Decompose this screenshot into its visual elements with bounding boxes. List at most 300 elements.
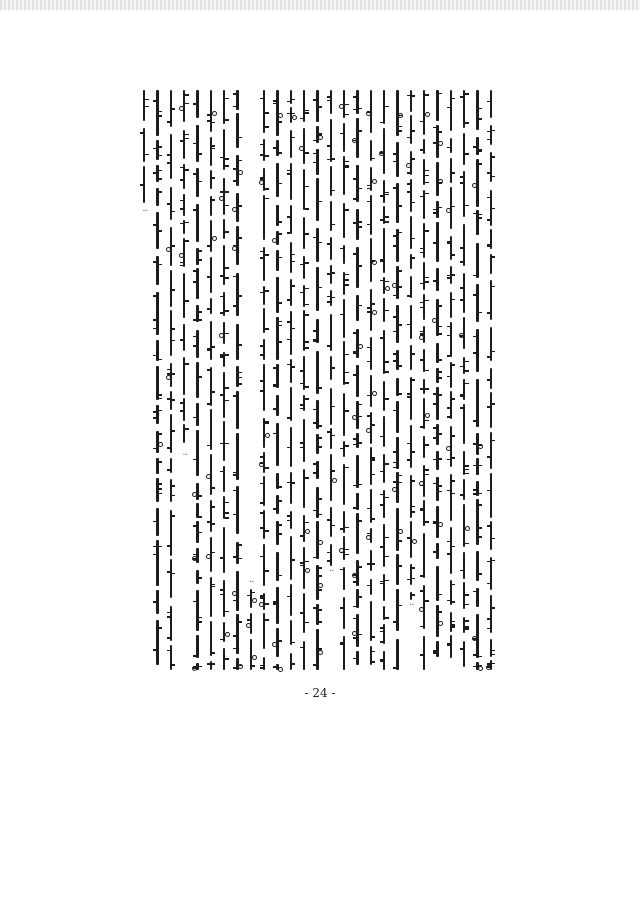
glyph-tick [438,207,442,209]
glyph-stroke [196,362,198,397]
glyph-tick [420,626,424,628]
glyph-tick [193,103,197,105]
glyph-tick [292,137,296,139]
glyph-tick [233,106,237,108]
glyph-tick [407,295,411,297]
glyph-tick [345,104,349,106]
glyph-tick [412,451,416,453]
glyph-tick [225,158,229,160]
glyph-stroke [223,219,225,238]
glyph-tick [313,422,317,424]
glyph-tick [433,393,437,395]
glyph-tick [385,310,389,312]
glyph-tick [473,336,477,338]
glyph-tick [447,459,451,461]
glyph-tick [452,172,456,174]
glyph-tick [220,312,224,314]
glyph-tick [353,222,357,224]
glyph-tick [172,430,176,432]
glyph-tick [473,420,477,422]
glyph-tick [425,193,429,195]
glyph-tick [265,155,269,157]
glyph-tick [287,321,291,323]
glyph-tick [425,230,429,232]
glyph-tick [233,556,237,558]
glyph-tick [412,257,416,259]
glyph-tick [425,182,429,184]
glyph-tick [260,98,264,100]
glyph-loop [225,632,230,637]
glyph-tick [425,300,429,302]
glyph-tick [425,94,429,96]
glyph-tick [225,165,229,167]
glyph-tick [420,331,424,333]
glyph-tick [225,310,229,312]
glyph-tick [332,525,336,527]
glyph-tick [372,303,376,305]
glyph-tick [492,176,496,178]
glyph-tick [372,459,376,461]
glyph-tick [345,372,349,374]
glyph-tick [447,326,451,328]
glyph-stroke [370,289,372,330]
glyph-tick [278,257,282,259]
glyph-tick [433,127,437,129]
glyph-tick [167,650,171,652]
glyph-loop [385,286,390,291]
glyph-stroke [383,228,385,274]
glyph-tick [407,191,411,193]
glyph-tick [167,121,171,123]
glyph-tick [313,557,317,559]
glyph-tick [167,162,171,164]
glyph-tick [180,179,184,181]
glyph-tick [345,274,349,276]
glyph-stroke [236,486,238,534]
glyph-tick [153,224,157,226]
glyph-tick [438,377,442,379]
glyph-tick [233,395,237,397]
glyph-tick [492,130,496,132]
glyph-tick [393,316,397,318]
glyph-tick [305,288,309,290]
glyph-tick [153,448,157,450]
glyph-tick [420,359,424,361]
glyph-tick [198,621,202,623]
glyph-tick [393,353,397,355]
glyph-tick [207,521,211,523]
glyph-tick [212,487,216,489]
text-column [220,90,229,670]
glyph-tick [492,286,496,288]
glyph-tick [318,287,322,289]
glyph-tick [345,554,349,556]
glyph-tick [220,557,224,559]
glyph-tick [198,153,202,155]
glyph-tick [225,400,229,402]
glyph-tick [278,121,282,123]
glyph-tick [180,208,184,210]
glyph-tick [265,290,269,292]
glyph-stroke [343,393,345,436]
glyph-tick [265,254,269,256]
glyph-tick [398,475,402,477]
glyph-tick [180,167,184,169]
glyph-tick [420,196,424,198]
glyph-loop [166,247,171,252]
glyph-tick [393,451,397,453]
glyph-tick [287,447,291,449]
glyph-tick [300,370,304,372]
glyph-stroke [476,458,478,474]
glyph-tick [433,521,437,523]
glyph-stroke [370,447,372,485]
glyph-tick [278,325,282,327]
glyph-tick [380,494,384,496]
glyph-tick [198,577,202,579]
glyph-tick [207,276,211,278]
glyph-tick [433,280,437,282]
glyph-tick [460,494,464,496]
glyph-stroke [476,551,478,581]
punctuation-mark: ᠃ [141,207,147,217]
glyph-tick [292,366,296,368]
glyph-tick [185,134,189,136]
glyph-tick [465,153,469,155]
glyph-tick [225,502,229,504]
glyph-tick [372,563,376,565]
glyph-tick [425,444,429,446]
glyph-tick [465,93,469,95]
glyph-tick [487,490,491,492]
glyph-tick [340,133,344,135]
glyph-tick [305,262,309,264]
glyph-stroke [196,483,198,500]
glyph-tick [260,512,264,514]
glyph-tick [473,443,477,445]
glyph-stroke [423,159,425,185]
glyph-tick [478,527,482,529]
glyph-tick [353,581,357,583]
glyph-tick [198,250,202,252]
punctuation-mark: ᠃ [407,601,414,612]
glyph-tick [198,311,202,313]
glyph-tick [353,507,357,509]
glyph-tick [198,495,202,497]
glyph-stroke [183,273,185,318]
glyph-stroke [210,170,212,190]
glyph-stroke [396,401,398,433]
glyph-stroke [356,433,358,448]
glyph-stroke [383,574,385,601]
glyph-tick [412,578,416,580]
text-column [313,90,322,670]
glyph-tick [278,575,282,577]
glyph-tick [305,398,309,400]
glyph-tick [233,648,237,650]
glyph-tick [412,480,416,482]
glyph-tick [278,152,282,154]
glyph-loop [398,529,403,534]
text-column [167,90,176,670]
glyph-tick [198,666,202,668]
glyph-tick [278,233,282,235]
glyph-tick [193,601,197,603]
glyph-tick [198,516,202,518]
glyph-tick [278,302,282,304]
glyph-tick [385,371,389,373]
glyph-tick [220,639,224,641]
glyph-loop [332,478,337,483]
glyph-tick [153,417,157,419]
text-column [247,90,256,670]
glyph-tick [407,537,411,539]
glyph-tick [265,421,269,423]
glyph-tick [492,560,496,562]
glyph-tick [260,527,264,529]
glyph-tick [185,363,189,365]
glyph-tick [398,126,402,128]
glyph-tick [193,336,197,338]
glyph-stroke [476,499,478,545]
glyph-tick [327,97,331,99]
glyph-stroke [436,451,438,470]
glyph-tick [407,324,411,326]
glyph-stroke [290,279,292,305]
glyph-tick [278,486,282,488]
glyph-tick [487,101,491,103]
glyph-tick [398,232,402,234]
text-column [367,90,376,670]
glyph-tick [260,251,264,253]
glyph-tick [313,330,317,332]
glyph-tick [367,224,371,226]
glyph-tick [407,393,411,395]
glyph-tick [447,107,451,109]
glyph-tick [420,575,424,577]
glyph-tick [358,596,362,598]
glyph-tick [313,99,317,101]
glyph-tick [313,664,317,666]
glyph-stroke [410,377,412,420]
glyph-stroke [356,118,358,158]
glyph-tick [473,493,477,495]
glyph-stroke [356,455,358,488]
glyph-tick [478,151,482,153]
glyph-tick [332,406,336,408]
glyph-loop [372,260,377,265]
glyph-tick [327,100,331,102]
glyph-tick [393,153,397,155]
glyph-stroke [436,566,438,602]
glyph-tick [220,589,224,591]
glyph-stroke [223,129,225,170]
glyph-tick [367,508,371,510]
glyph-tick [287,173,291,175]
glyph-tick [358,484,362,486]
glyph-tick [158,488,162,490]
glyph-stroke [196,330,198,358]
glyph-loop [419,481,424,486]
text-column [180,90,189,670]
glyph-tick [465,473,469,475]
glyph-stroke [383,381,385,411]
glyph-tick [260,597,264,599]
glyph-stroke [330,201,332,231]
glyph-tick [260,556,264,558]
glyph-tick [260,380,264,382]
glyph-tick [452,584,456,586]
glyph-tick [300,383,304,385]
glyph-stroke [210,137,212,166]
glyph-tick [425,600,429,602]
glyph-tick [287,482,291,484]
glyph-tick [238,372,242,374]
glyph-loop [158,442,163,447]
glyph-tick [425,175,429,177]
glyph-tick [438,491,442,493]
glyph-tick [287,596,291,598]
glyph-tick [300,647,304,649]
glyph-tick [185,94,189,96]
glyph-tick [305,561,309,563]
text-column [487,90,496,670]
glyph-tick [358,305,362,307]
glyph-stroke [290,359,292,382]
glyph-tick [345,165,349,167]
glyph-tick [158,461,162,463]
glyph-tick [260,345,264,347]
glyph-tick [207,114,211,116]
glyph-tick [193,525,197,527]
glyph-tick [278,183,282,185]
glyph-tick [460,176,464,178]
glyph-stroke [436,641,438,657]
glyph-tick [153,319,157,321]
glyph-tick [167,612,171,614]
glyph-tick [465,370,469,372]
glyph-tick [433,403,437,405]
glyph-tick [265,423,269,425]
glyph-tick [452,98,456,100]
glyph-tick [300,442,304,444]
glyph-tick [380,583,384,585]
glyph-tick [353,444,357,446]
glyph-stroke [236,571,238,610]
glyph-stroke [463,171,465,217]
glyph-tick [487,172,491,174]
glyph-stroke [423,139,425,154]
glyph-tick [345,467,349,469]
glyph-tick [358,442,362,444]
glyph-tick [220,191,224,193]
glyph-stroke [476,90,478,130]
glyph-tick [332,297,336,299]
glyph-tick [180,410,184,412]
glyph-tick [172,289,176,291]
glyph-tick [233,635,237,637]
glyph-tick [393,481,397,483]
glyph-stroke [156,405,158,423]
glyph-tick [332,470,336,472]
glyph-tick [353,332,357,334]
glyph-tick [158,398,162,400]
glyph-tick [367,307,371,309]
glyph-tick [273,103,277,105]
glyph-tick [220,157,224,159]
glyph-tick [158,433,162,435]
glyph-tick [153,355,157,357]
glyph-stroke [476,243,478,278]
glyph-tick [420,388,424,390]
glyph-tick [225,98,229,100]
glyph-tick [172,245,176,247]
glyph-stroke [290,205,292,234]
glyph-tick [153,295,157,297]
glyph-loop [278,113,283,118]
glyph-tick [140,132,144,134]
glyph-tick [447,242,451,244]
glyph-tick [438,326,442,328]
glyph-tick [345,445,349,447]
glyph-stroke [290,472,292,504]
glyph-tick [158,170,162,172]
glyph-tick [398,540,402,542]
text-column [140,90,149,670]
glyph-stroke [383,454,385,483]
glyph-stroke [410,592,412,600]
glyph-tick [398,324,402,326]
glyph-tick [492,156,496,158]
glyph-stroke [396,554,398,585]
glyph-tick [465,469,469,471]
glyph-tick [287,417,291,419]
glyph-stroke [423,533,425,578]
glyph-tick [313,510,317,512]
glyph-tick [465,361,469,363]
glyph-loop [438,179,443,184]
glyph-tick [473,591,477,593]
glyph-tick [225,277,229,279]
glyph-tick [305,477,309,479]
glyph-tick [372,651,376,653]
glyph-tick [353,198,357,200]
glyph-tick [305,347,309,349]
glyph-loop [372,310,377,315]
glyph-tick [380,471,384,473]
glyph-tick [398,605,402,607]
glyph-tick [327,301,331,303]
glyph-tick [158,111,162,113]
glyph-tick [473,666,477,668]
glyph-stroke [490,473,492,518]
glyph-tick [278,640,282,642]
glyph-tick [207,120,211,122]
glyph-stroke [463,582,465,609]
glyph-tick [260,292,264,294]
glyph-tick [273,603,277,605]
glyph-tick [247,619,251,621]
glyph-stroke [476,614,478,657]
text-column [420,90,429,670]
glyph-tick [198,376,202,378]
glyph-tick [385,537,389,539]
glyph-tick [433,212,437,214]
glyph-tick [313,340,317,342]
glyph-tick [393,235,397,237]
glyph-tick [447,147,451,149]
glyph-tick [492,650,496,652]
